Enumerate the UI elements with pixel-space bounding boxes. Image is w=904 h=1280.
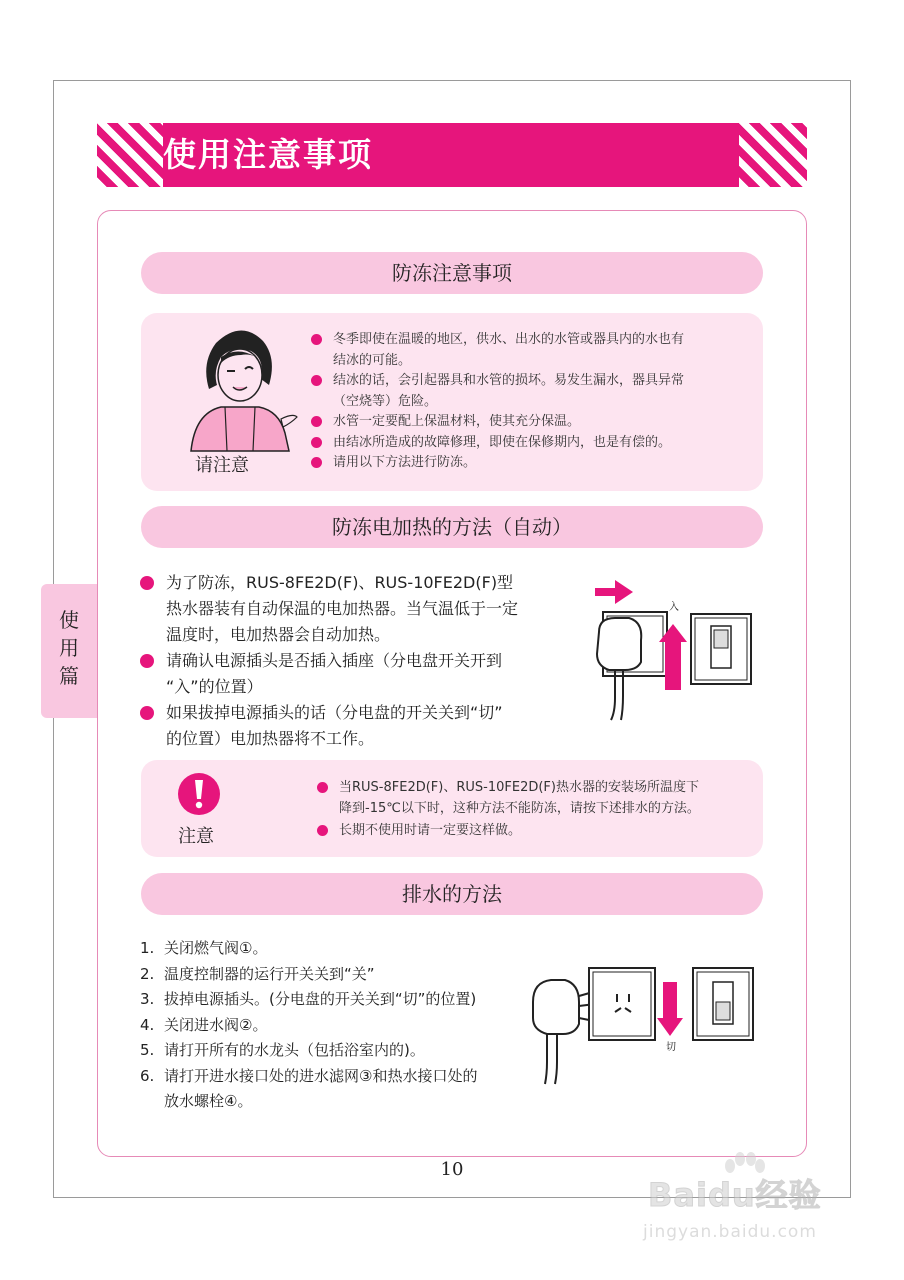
list-item: 由结冰所造成的故障修理，即使在保修期内，也是有偿的。 <box>311 433 751 454</box>
list-item: （空烧等）危险。 <box>333 393 438 409</box>
electric-bullets <box>140 570 560 752</box>
antifreeze-bullets <box>311 330 751 474</box>
bullet-dot-icon <box>311 375 322 386</box>
list-item: 请确认电源插头是否插入插座（分电盘开关开到 <box>140 648 560 674</box>
switch-on-label: 入 <box>669 602 679 613</box>
plug-in-illustration <box>585 570 765 722</box>
list-item: 为了防冻，RUS-8FE2D(F)、RUS-10FE2D(F)型 <box>140 570 560 596</box>
please-note-label: 请注意 <box>195 455 249 476</box>
list-item: 3. 拔掉电源插头。(分电盘的开关关到“切”的位置) <box>140 990 477 1008</box>
section-header-electric: 防冻电加热的方法（自动） <box>141 506 763 548</box>
list-item: 水管一定要配上保温材料，使其充分保温。 <box>311 412 751 433</box>
list-item: 当RUS-8FE2D(F)、RUS-10FE2D(F)热水器的安装场所温度下 <box>317 778 757 799</box>
watermark-brand: Baidu经验 <box>648 1176 822 1214</box>
bullet-dot-icon <box>140 706 154 720</box>
side-tab <box>41 584 97 718</box>
caution-label: 注意 <box>178 826 214 847</box>
page-title: 使用注意事项 <box>163 131 383 179</box>
list-item: 温度时，电加热器会自动加热。 <box>166 625 391 644</box>
caution-bullets <box>317 778 757 842</box>
baidu-watermark <box>640 1152 850 1252</box>
list-item: 如果拔掉电源插头的话（分电盘的开关关到“切” <box>140 700 560 726</box>
bullet-dot-icon <box>311 457 322 468</box>
watermark-url: jingyan.baidu.com <box>643 1222 817 1242</box>
section-header-drain: 排水的方法 <box>141 873 763 915</box>
list-item: 热水器装有自动保温的电加热器。当气温低于一定 <box>166 599 519 618</box>
side-tab-char: 使 <box>59 608 79 632</box>
list-item: 的位置）电加热器将不工作。 <box>166 729 375 748</box>
list-item: 降到-15℃以下时，这种方法不能防冻，请按下述排水的方法。 <box>339 800 700 816</box>
list-item: 5. 请打开所有的水龙头（包括浴室内的)。 <box>140 1041 425 1059</box>
bullet-dot-icon <box>311 416 322 427</box>
drain-steps <box>140 936 520 1115</box>
bullet-dot-icon <box>140 576 154 590</box>
exclamation-icon <box>177 772 221 816</box>
list-item: 1. 关闭燃气阀①。 <box>140 939 268 957</box>
caution-note-panel <box>141 760 763 857</box>
unplug-illustration <box>525 962 765 1087</box>
list-item: 冬季即使在温暖的地区，供水、出水的水管或器具内的水也有 <box>311 330 751 351</box>
title-stripes-right <box>739 123 807 187</box>
list-item: 结冰的话，会引起器具和水管的损坏。易发生漏水，器具异常 <box>311 371 751 392</box>
side-tab-char: 篇 <box>59 664 79 688</box>
list-item: 放水螺栓④。 <box>164 1092 253 1110</box>
list-item: 长期不使用时请一定要这样做。 <box>317 821 757 842</box>
woman-illustration <box>181 323 299 453</box>
bullet-dot-icon <box>317 825 328 836</box>
switch-off-label: 切 <box>666 1042 676 1053</box>
list-item: 2. 温度控制器的运行开关关到“关” <box>140 964 375 983</box>
bullet-dot-icon <box>317 782 328 793</box>
bullet-dot-icon <box>140 654 154 668</box>
title-stripes-left <box>97 123 163 187</box>
bullet-dot-icon <box>311 437 322 448</box>
list-item: “入”的位置） <box>166 677 263 696</box>
bullet-dot-icon <box>311 334 322 345</box>
section-header-antifreeze: 防冻注意事项 <box>141 252 763 294</box>
page-number: 10 <box>440 1159 464 1180</box>
list-item: 结冰的可能。 <box>333 352 412 368</box>
list-item: 4. 关闭进水阀②。 <box>140 1015 268 1034</box>
list-item: 6. 请打开进水接口处的进水滤网③和热水接口处的 <box>140 1066 478 1085</box>
list-item: 请用以下方法进行防冻。 <box>311 453 751 474</box>
antifreeze-note-panel <box>141 313 763 491</box>
side-tab-char: 用 <box>59 636 79 660</box>
title-banner <box>97 123 807 187</box>
